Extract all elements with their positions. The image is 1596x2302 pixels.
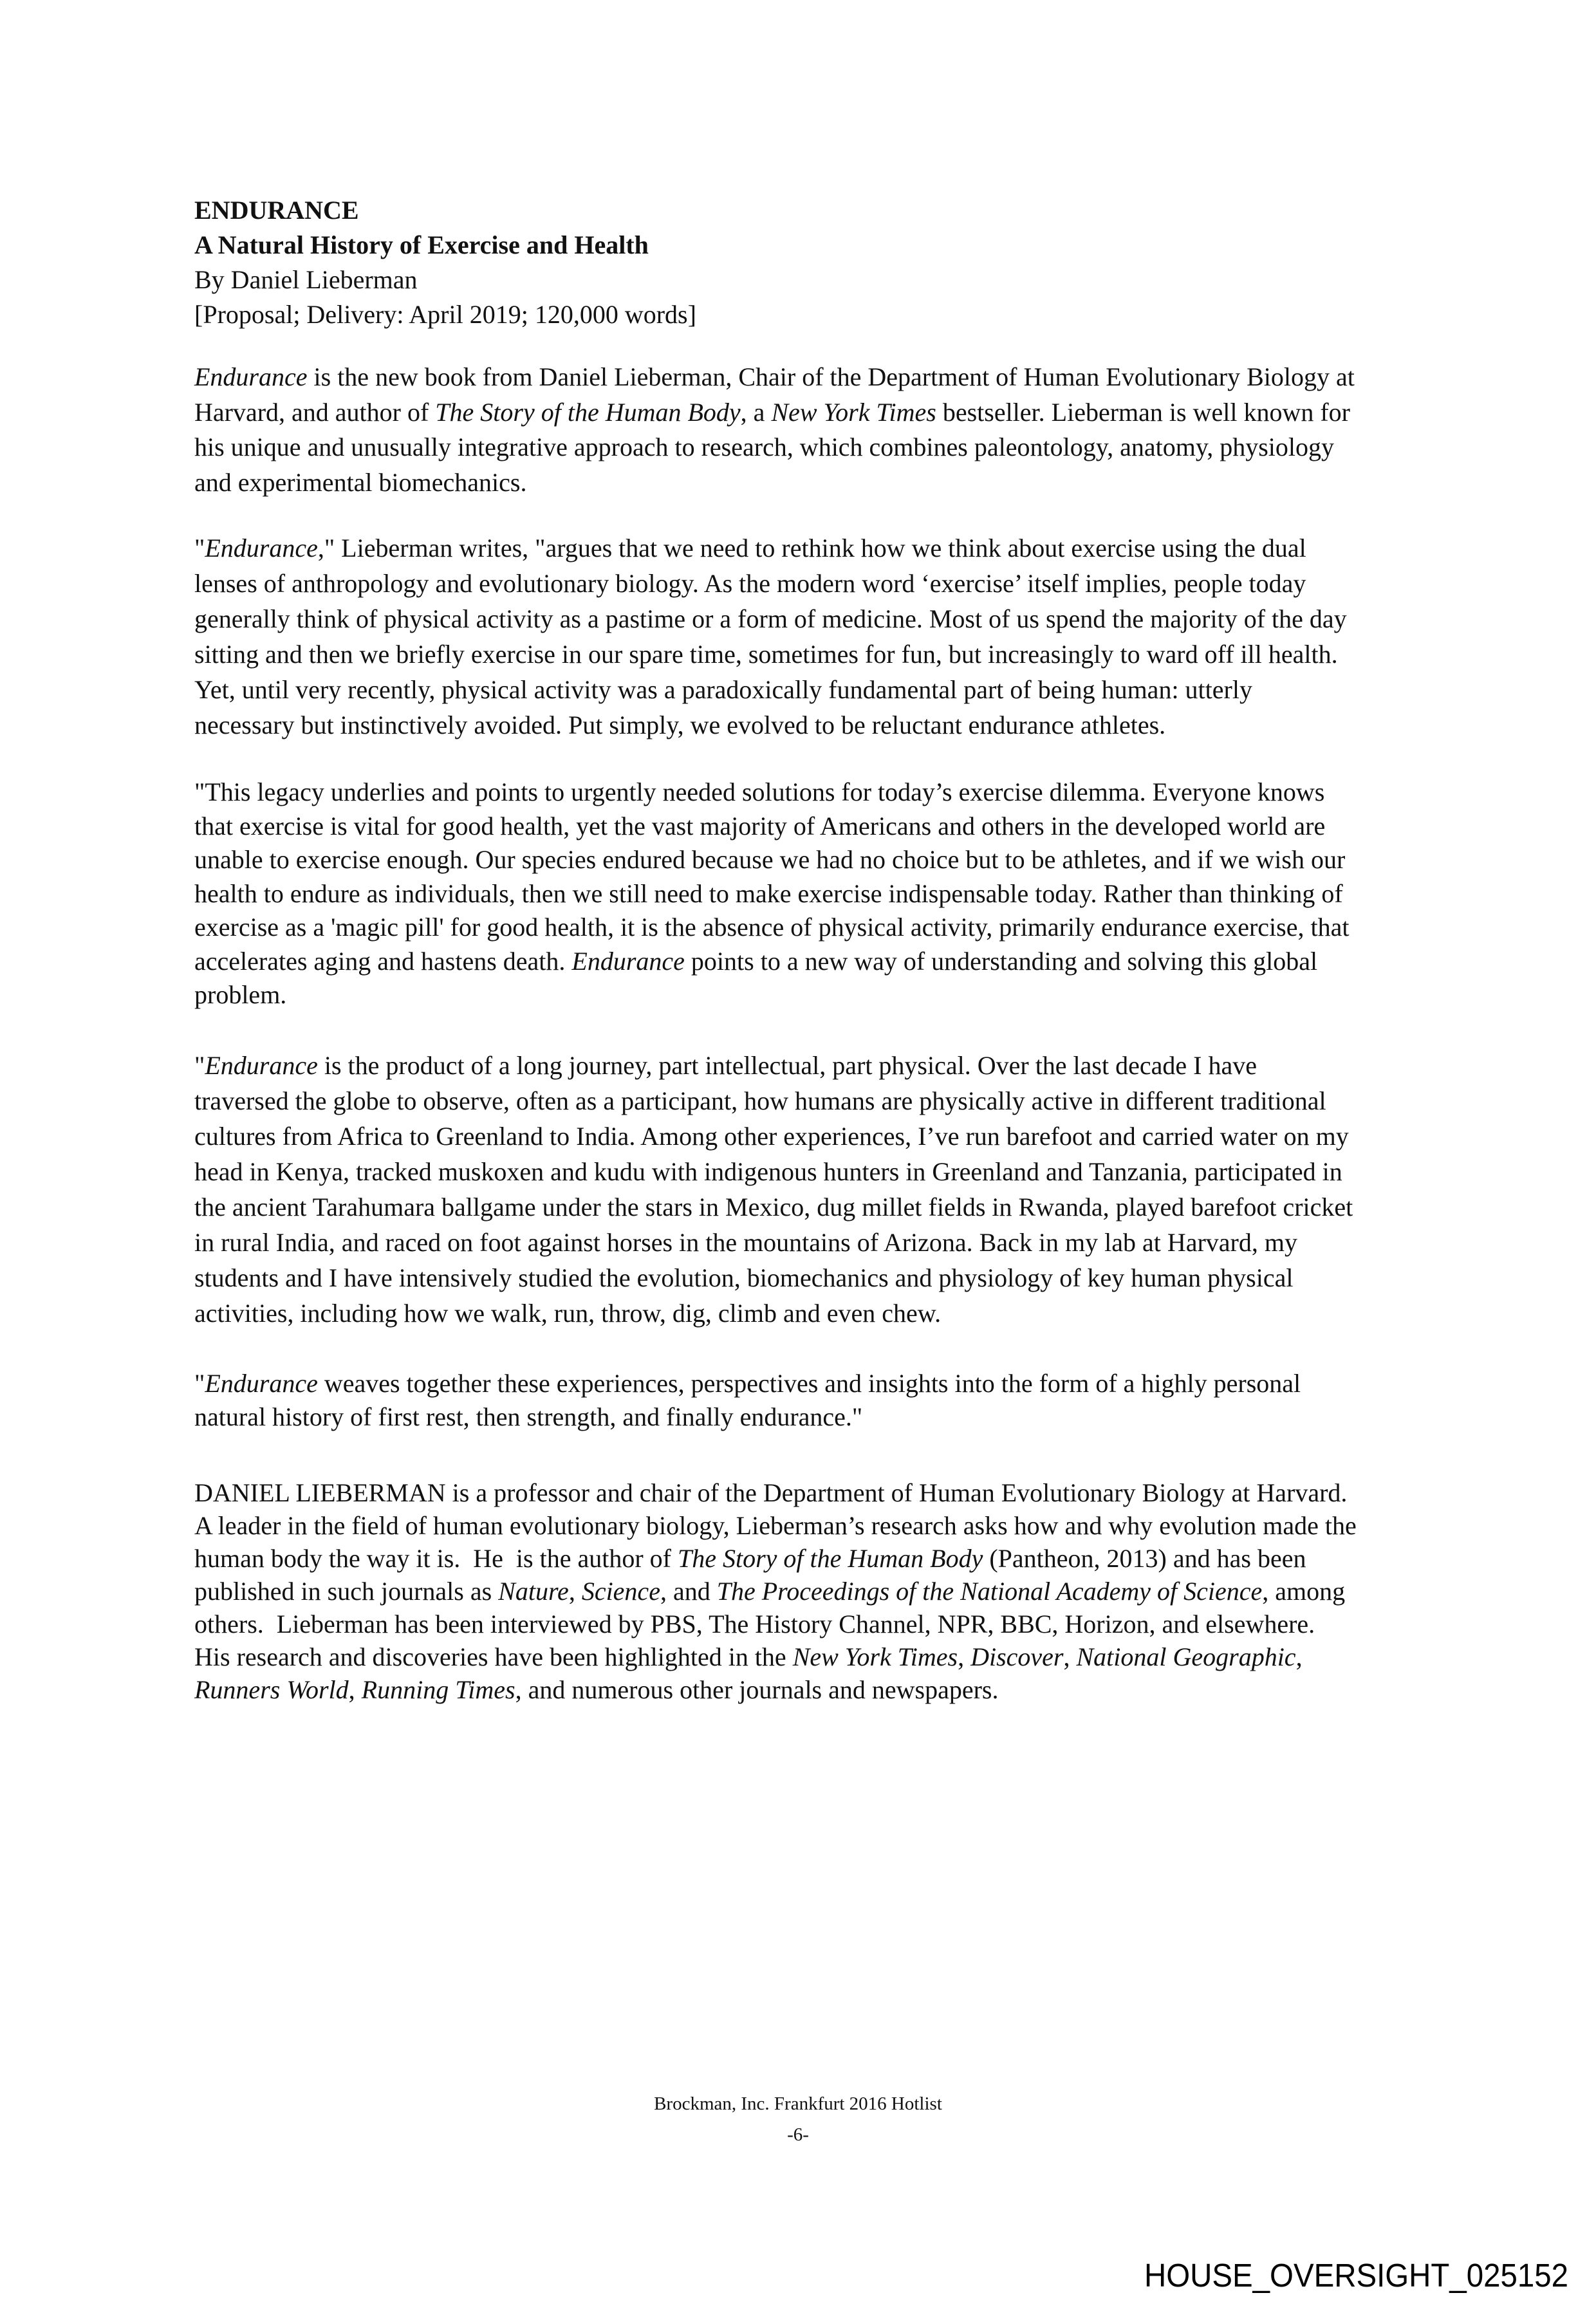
text-run: lenses of anthropology and evolutionary biology. As the modern word ‘exercise’ itself implies, people today xyxy=(194,569,1306,598)
italic-title: New York Times xyxy=(792,1642,958,1671)
text-run: published in such journals as xyxy=(194,1577,499,1606)
text-run: A leader in the field of human evolutionary biology, Lieberman’s research asks how and why evolution made the xyxy=(194,1511,1357,1540)
text-run: (Pantheon, 2013) and has been xyxy=(983,1544,1306,1573)
text-run: Yet, until very recently, physical activity was a paradoxically fundamental part of being human: utterly xyxy=(194,675,1252,704)
text-line xyxy=(194,707,1443,743)
text-line xyxy=(194,395,1443,431)
text-run: others. Lieberman has been interviewed by PBS, The History Channel, NPR, BBC, Horizon, and elsewhere. xyxy=(194,1610,1315,1638)
text-line xyxy=(194,1542,1443,1575)
text-line xyxy=(194,1225,1443,1260)
italic-title: The Proceedings of the National Academy of Science xyxy=(716,1577,1263,1606)
text-run: necessary but instinctively avoided. Put simply, we evolved to be reluctant endurance athletes. xyxy=(194,710,1166,739)
author-byline: By Daniel Lieberman xyxy=(194,265,418,294)
text-line xyxy=(194,810,1443,844)
text-line xyxy=(194,1083,1443,1119)
text-line xyxy=(194,1400,1443,1434)
text-run: activities, including how we walk, run, throw, dig, climb and even chew. xyxy=(194,1299,942,1328)
italic-title: Endurance xyxy=(205,1051,318,1080)
text-run: his unique and unusually integrative approach to research, which combines paleontology, anatomy, physiology xyxy=(194,432,1335,461)
text-run: is the new book from Daniel Lieberman, Chair of the Department of Human Evolutionary Biology at xyxy=(307,362,1355,391)
text-line xyxy=(194,1608,1443,1640)
text-run: health to endure as individuals, then we still need to make exercise indispensable today. Rather than thinking of xyxy=(194,878,1343,908)
text-run: head in Kenya, tracked muskoxen and kudu with indigenous hunters in Greenland and Tanzania, participated in xyxy=(194,1157,1342,1186)
book-title: ENDURANCE xyxy=(194,196,359,225)
text-line xyxy=(194,1640,1443,1673)
text-run: generally think of physical activity as a pastime or a form of medicine. Most of us spend the majority of the day xyxy=(194,604,1347,633)
text-run: , xyxy=(568,1577,582,1606)
text-line xyxy=(194,566,1443,601)
text-line xyxy=(194,1367,1443,1400)
text-line xyxy=(194,601,1443,636)
text-run: , xyxy=(1295,1642,1303,1671)
text-run: His research and discoveries have been highlighted in the xyxy=(194,1642,793,1671)
proposal-details: [Proposal; Delivery: April 2019; 120,000 words] xyxy=(194,300,696,329)
paragraph-legacy xyxy=(194,775,1443,1012)
text-run: traversed the globe to observe, often as a participant, how humans are physically active in different traditional xyxy=(194,1086,1326,1115)
footer-page-number: -6- xyxy=(787,2124,809,2145)
text-run: , xyxy=(348,1675,362,1704)
text-run: natural history of first rest, then strength, and finally endurance." xyxy=(194,1402,863,1431)
text-run: " xyxy=(194,1051,205,1080)
text-run: ," Lieberman writes, "argues that we need to rethink how we think about exercise using the dual xyxy=(317,534,1306,562)
paragraph-author-bio xyxy=(194,1476,1443,1706)
text-line xyxy=(194,775,1443,810)
italic-title: Running Times xyxy=(361,1675,515,1704)
text-run: accelerates aging and hastens death. xyxy=(194,946,572,976)
text-run: in rural India, and raced on foot against horses in the mountains of Arizona. Back in my lab at Harvard, my xyxy=(194,1228,1297,1257)
text-line xyxy=(194,1673,1443,1706)
text-run: is the product of a long journey, part intellectual, part physical. Over the last decade I have xyxy=(317,1051,1257,1080)
text-run: problem. xyxy=(194,980,287,1009)
text-run: exercise as a 'magic pill' for good health, it is the absence of physical activity, primarily endurance exercise, that xyxy=(194,913,1350,942)
text-line xyxy=(194,1509,1443,1542)
page-footer xyxy=(0,2088,1596,2150)
paragraph-journey xyxy=(194,1048,1443,1331)
italic-title: Nature xyxy=(498,1577,569,1606)
text-line xyxy=(194,945,1443,979)
text-run: students and I have intensively studied the evolution, biomechanics and physiology of key human physical xyxy=(194,1263,1294,1292)
italic-title: Endurance xyxy=(194,362,308,391)
text-line xyxy=(194,465,1443,501)
text-run: cultures from Africa to Greenland to India. Among other experiences, I’ve run barefoot and carried water on my xyxy=(194,1122,1349,1151)
italic-title: Runners World xyxy=(194,1675,349,1704)
text-run: human body the way it is. He is the author of xyxy=(194,1544,678,1573)
italic-title: New York Times xyxy=(771,397,936,427)
footer-publisher-line: Brockman, Inc. Frankfurt 2016 Hotlist xyxy=(654,2093,942,2114)
text-line xyxy=(194,1575,1443,1608)
text-run: " xyxy=(194,534,205,562)
text-line xyxy=(194,530,1443,566)
text-run: , and xyxy=(660,1577,717,1606)
text-line xyxy=(194,911,1443,945)
text-line xyxy=(194,1476,1443,1509)
text-run: and experimental biomechanics. xyxy=(194,467,527,497)
text-run: , xyxy=(1063,1642,1077,1671)
text-line xyxy=(194,1189,1443,1225)
text-run: , and numerous other journals and newspapers. xyxy=(515,1675,999,1704)
text-run: the ancient Tarahumara ballgame under the stars in Mexico, dug millet fields in Rwanda, played barefoot cricket xyxy=(194,1193,1353,1221)
text-line xyxy=(194,877,1443,911)
text-line xyxy=(194,1295,1443,1331)
text-line xyxy=(194,843,1443,877)
book-subtitle: A Natural History of Exercise and Health xyxy=(194,230,649,259)
text-run: unable to exercise enough. Our species endured because we had no choice but to be athletes, and if we wish our xyxy=(194,845,1346,874)
text-run: , among xyxy=(1262,1577,1346,1606)
italic-title: National Geographic xyxy=(1076,1642,1296,1671)
text-line xyxy=(194,1048,1443,1083)
text-line xyxy=(194,978,1443,1012)
text-run: DANIEL LIEBERMAN is a professor and chair of the Department of Human Evolutionary Biology at Harvard. xyxy=(194,1478,1348,1507)
text-line xyxy=(194,1154,1443,1189)
text-run: weaves together these experiences, perspectives and insights into the form of a highly personal xyxy=(317,1369,1301,1398)
book-header xyxy=(194,193,1443,332)
text-run: " xyxy=(194,1369,205,1398)
text-run: that exercise is vital for good health, yet the vast majority of Americans and others in the developed world are xyxy=(194,811,1326,840)
text-run: , xyxy=(958,1642,971,1671)
text-run: points to a new way of understanding and solving this global xyxy=(684,946,1318,976)
text-line xyxy=(194,430,1443,465)
text-run: sitting and then we briefly exercise in our spare time, sometimes for fun, but increasingly to ward off ill health. xyxy=(194,640,1338,669)
text-line xyxy=(194,1260,1443,1295)
paragraph-weaves xyxy=(194,1367,1443,1434)
italic-title: Endurance xyxy=(205,534,318,562)
text-run: bestseller. Lieberman is well known for xyxy=(936,397,1350,427)
text-line xyxy=(194,360,1443,395)
italic-title: The Story of the Human Body xyxy=(677,1544,983,1573)
text-run: , a xyxy=(740,397,772,427)
text-line xyxy=(194,672,1443,707)
text-run: "This legacy underlies and points to urgently needed solutions for today’s exercise dilemma. Everyone knows xyxy=(194,777,1325,806)
text-line xyxy=(194,636,1443,672)
bates-stamp: HOUSE_OVERSIGHT_025152 xyxy=(1144,2257,1569,2294)
italic-title: Discover xyxy=(970,1642,1064,1671)
paragraph-introduction xyxy=(194,360,1443,500)
italic-title: Science xyxy=(581,1577,660,1606)
italic-title: Endurance xyxy=(205,1369,318,1398)
text-line xyxy=(194,1119,1443,1154)
italic-title: Endurance xyxy=(571,946,685,976)
paragraph-author-quote-rethink xyxy=(194,530,1443,743)
italic-title: The Story of the Human Body xyxy=(435,397,741,427)
text-run: Harvard, and author of xyxy=(194,397,436,427)
